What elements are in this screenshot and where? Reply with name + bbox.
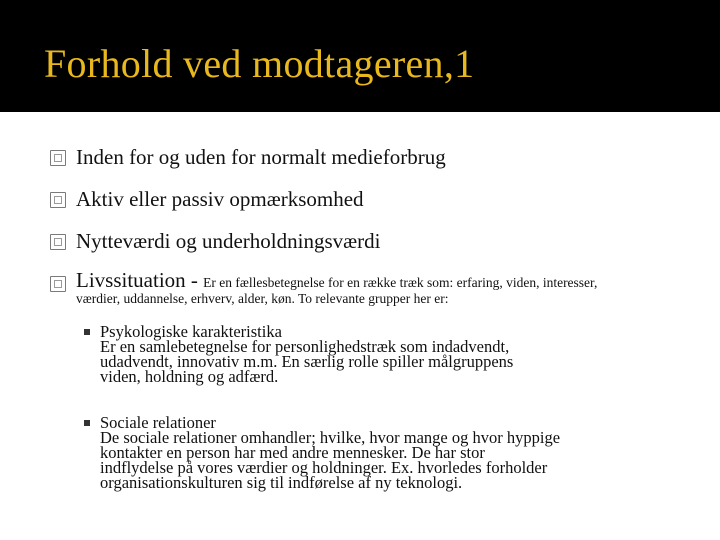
title-bar [0,0,720,112]
square-bullet-icon [84,329,90,335]
sub-item-heading: Psykologiske karakteristika [100,322,282,341]
bullet-text: Nytteværdi og underholdningsværdi [76,229,381,253]
square-bullet-icon [84,420,90,426]
checkbox-bullet-icon [50,276,66,292]
sub-item-line: viden, holdning og adfærd. [100,367,279,386]
checkbox-bullet-icon [50,234,66,250]
sub-item-line: indflydelse på vores værdier og holdninger. Ex. hvorledes forholder [100,458,548,477]
bullet-text: Aktiv eller passiv opmærksomhed [76,187,364,211]
sub-item-line: kontakter en person har med andre mennesker. De har stor [100,443,485,462]
sub-item-line: udadvendt, innovativ m.m. En særlig rolle spiller målgruppens [100,352,514,371]
sub-item-psykologiske [100,324,700,384]
sub-item-heading: Sociale relationer [100,413,216,432]
sub-item-line: organisationskulturen sig til indførelse af ny teknologi. [100,473,463,492]
sub-item-sociale [100,415,700,490]
checkbox-bullet-icon [50,192,66,208]
bullet-livssituation [76,268,597,293]
bullet-note-continued: værdier, uddannelse, erhverv, alder, køn. To relevante grupper her er: [76,291,449,306]
bullet-text: Livssituation - [76,268,204,292]
checkbox-bullet-icon [50,150,66,166]
slide-title: Forhold ved modtageren,1 [44,41,475,86]
bullet-note: Er en fællesbetegnelse for en række træk som: erfaring, viden, interesser, [203,275,598,290]
sub-item-line: De sociale relationer omhandler; hvilke, hvor mange og hvor hyppige [100,428,561,447]
sub-item-line: Er en samlebetegnelse for personlighedstræk som indadvendt, [100,337,510,356]
bullet-text: Inden for og uden for normalt medieforbrug [76,145,446,169]
